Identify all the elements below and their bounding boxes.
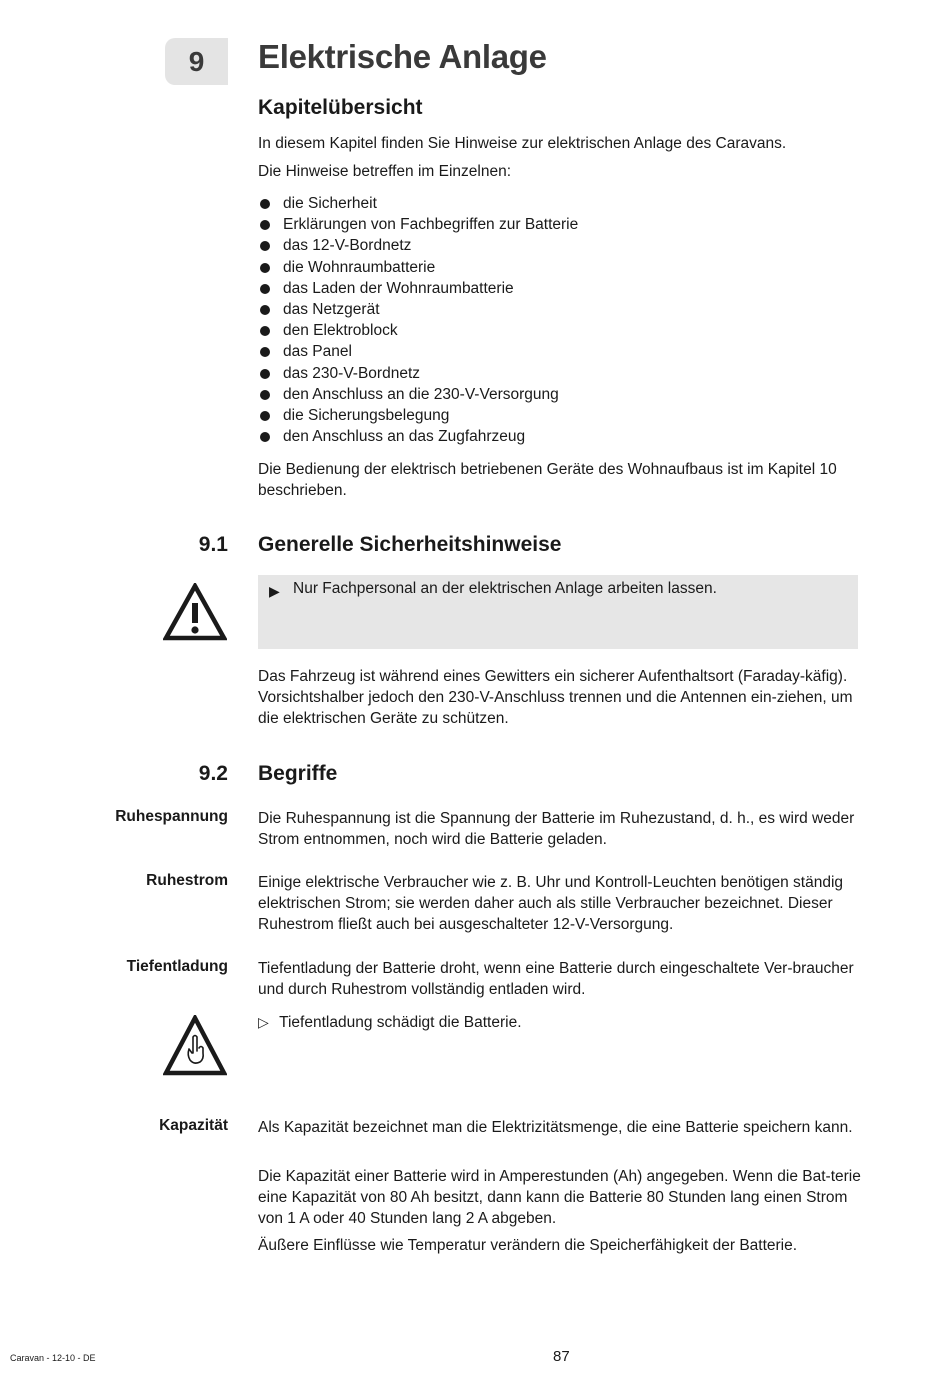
chapter-title: Elektrische Anlage <box>258 38 547 75</box>
term-label: Tiefentladung <box>126 958 228 975</box>
bullet-icon <box>260 263 270 273</box>
list-item: die Wohnraumbatterie <box>258 257 578 278</box>
term-text: Einige elektrische Verbraucher wie z. B. Uhr und Kontroll-Leuchten benötigen ständig elektrischen Strom; sie werden daher auch als stille Verbraucher bezeichnet. Dieser Ruhestrom fließt auch bei ausgeschalteter 12-V-Versorgung. <box>258 874 844 933</box>
bullet-icon <box>260 326 270 336</box>
bullet-icon <box>260 199 270 209</box>
list-item: das Netzgerät <box>258 299 578 320</box>
bullet-icon <box>260 305 270 315</box>
bullet-icon <box>260 347 270 357</box>
list-item: die Sicherheit <box>258 193 578 214</box>
caution-hand-icon <box>163 1015 227 1077</box>
overview-list <box>258 193 578 447</box>
list-item: den Anschluss an die 230-V-Versorgung <box>258 384 578 405</box>
list-item: das Panel <box>258 341 578 362</box>
term-note: ▷ Tiefentladung schädigt die Batterie. <box>258 1014 522 1031</box>
section-text: Das Fahrzeug ist während eines Gewitters ein sicherer Aufenthaltsort (Faraday-käfig). Vorsichtshalber jedoch den 230-V-Anschluss trennen und die Antennen ein-ziehen, um die elektrischen Geräte zu schützen. <box>258 668 853 727</box>
section-heading: Generelle Sicherheitshinweise <box>258 533 562 556</box>
warning-icon <box>163 583 227 641</box>
bullet-icon <box>260 411 270 421</box>
term-text: Die Ruhespannung ist die Spannung der Batterie im Ruhezustand, d. h., es wird weder Strom entnommen, noch wird die Batterie geladen. <box>258 810 855 848</box>
warning-box <box>258 575 858 649</box>
list-item: das Laden der Wohnraumbatterie <box>258 278 578 299</box>
list-item: die Sicherungsbelegung <box>258 405 578 426</box>
term-label: Ruhestrom <box>146 872 228 889</box>
section-heading: Begriffe <box>258 762 338 785</box>
term-label: Ruhespannung <box>115 808 228 825</box>
list-item: das 230-V-Bordnetz <box>258 363 578 384</box>
bullet-icon <box>260 220 270 230</box>
term-text: Tiefentladung der Batterie droht, wenn eine Batterie durch eingeschaltete Ver-braucher und durch Ruhestrom vollständig entladen wird. <box>258 960 854 998</box>
term-text: Die Kapazität einer Batterie wird in Amperestunden (Ah) angegeben. Wenn die Bat-terie eine Kapazität von 80 Ah besitzt, dann kann die Batterie 80 Stunden lang einen Strom von 1 A oder 40 Stunden lang 2 A abgeben. <box>258 1168 861 1227</box>
hollow-arrow-icon: ▷ <box>258 1014 269 1030</box>
overview-intro-2: Die Hinweise betreffen im Einzelnen: <box>258 163 512 180</box>
warning-text: Nur Fachpersonal an der elektrischen Anlage arbeiten lassen. <box>293 580 717 597</box>
term-label: Kapazität <box>159 1117 228 1134</box>
term-text: Als Kapazität bezeichnet man die Elektrizitätsmenge, die eine Batterie speichern kann. <box>258 1119 853 1136</box>
list-item: Erklärungen von Fachbegriffen zur Batterie <box>258 214 578 235</box>
overview-outro: Die Bedienung der elektrisch betriebenen Geräte des Wohnaufbaus ist im Kapitel 10 beschrieben. <box>258 461 837 499</box>
bullet-icon <box>260 284 270 294</box>
overview-heading: Kapitelübersicht <box>258 96 423 119</box>
list-item: den Anschluss an das Zugfahrzeug <box>258 426 578 447</box>
list-item: den Elektroblock <box>258 320 578 341</box>
bullet-icon <box>260 390 270 400</box>
page-number: 87 <box>553 1348 570 1365</box>
footer-doc-id: Caravan - 12-10 - DE <box>10 1353 96 1363</box>
chapter-number: 9 <box>165 38 228 85</box>
bullet-icon <box>260 432 270 442</box>
arrow-right-icon: ▶ <box>269 583 280 599</box>
bullet-icon <box>260 369 270 379</box>
section-number: 9.1 <box>198 533 228 556</box>
term-text: Äußere Einflüsse wie Temperatur verändern die Speicherfähigkeit der Batterie. <box>258 1237 798 1254</box>
bullet-icon <box>260 241 270 251</box>
section-number: 9.2 <box>198 762 228 785</box>
list-item: das 12-V-Bordnetz <box>258 235 578 256</box>
overview-intro-1: In diesem Kapitel finden Sie Hinweise zur elektrischen Anlage des Caravans. <box>258 135 787 152</box>
